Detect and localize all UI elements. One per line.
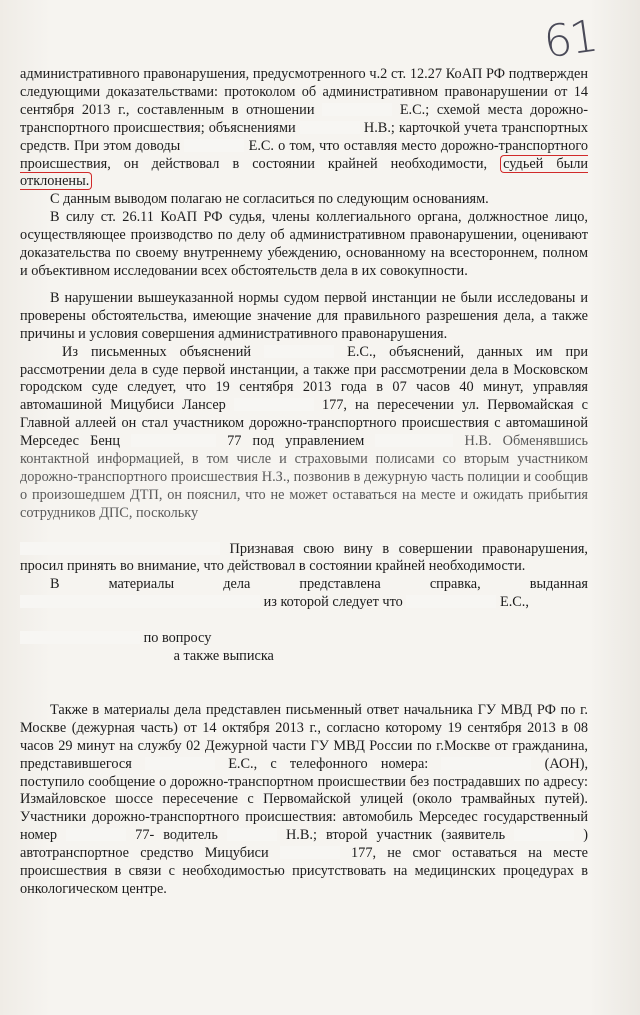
redaction [406, 595, 496, 608]
text-segment: Н.В.; карточкой учета транспортных средств. При этом доводы [20, 119, 588, 154]
text-segment: а также выписка [173, 647, 274, 664]
text-segment: 177, не смог оставаться на месте происшествия в связи с необходимостью присутствовать на медицинских процедурах в онкологическом центре. [20, 845, 588, 897]
text-segment: 77- водитель [135, 827, 218, 844]
paragraph-law-article: В силу ст. 26.11 КоАП РФ судья, члены коллегиального органа, должностное лицо, осуществляющее производство по делу об административном правонарушении, оценивают доказательства по своему внутреннему убеждению, основанному на всестороннем, полном и объективном исследовании всех обстоятельств дела в их совокупности. [20, 209, 588, 279]
paragraph-violation: В нарушении вышеуказанной нормы судом первой инстанции не были исследованы и проверены обстоятельства, имеющие значение для правильного разрешения дела, а также причины и условия совершения административного правонарушения. [20, 289, 588, 342]
paragraph-police-response [20, 702, 588, 899]
text-segment: Е.С. о том, что оставляя место дорожно-транспортного происшествия, он действовал в состоянии крайней необходимости, [20, 137, 589, 172]
redaction [514, 828, 574, 841]
text-segment: Е.С.; схемой места дорожно-транспортного происшествия; объяснениями [20, 101, 589, 136]
paragraph-certificate [20, 576, 588, 666]
text-segment: административного правонарушения, предусмотренного ч.2 ст. 12.27 КоАП РФ подтвержден следующими доказательствами: протоколом об административном правонарушении от 14 сентября 2013 г., составленным в отношении [20, 66, 588, 118]
text-segment: 77 под управлением [227, 433, 365, 450]
redaction [20, 595, 260, 608]
text-segment: из которой следует что [263, 594, 403, 611]
redaction [131, 434, 216, 447]
text-segment: Е.С., [499, 594, 529, 611]
redaction [184, 139, 244, 152]
text-segment: Н.В.; второй участник (заявитель [285, 827, 506, 844]
redaction [375, 434, 453, 447]
text-segment: Из письменных объяснений [62, 343, 252, 360]
redaction [20, 542, 220, 555]
redaction [227, 828, 277, 841]
highlighted-phrase: судьей были отклонены. [20, 155, 589, 190]
redaction [300, 121, 360, 134]
text-segment: Е.С., с телефонного номера: [228, 755, 429, 772]
text-segment: В материалы дела представлена справка, выданная [50, 576, 588, 593]
document-body [20, 66, 588, 899]
paragraph-evidence [20, 66, 588, 191]
text-segment: ) автотранспортное средство Мицубиси [20, 827, 588, 862]
text-segment: 177, на пересечении ул. Первомайская с Главной аллеей он стал участником дорожно-транспортного происшествия с автомашиной Мерседес Бенц [20, 397, 588, 450]
handwritten-page-number: 61 [540, 10, 600, 69]
redaction [145, 757, 215, 770]
redaction [20, 631, 140, 644]
text-segment: Н.В. Обменявшись контактной информацией, в том числе и страховыми полисами со вторым участником дорожно-транспортного происшествия [20, 433, 588, 485]
redaction [441, 757, 531, 770]
text-segment: Признавая свою вину в совершении правонарушения, просил принять во внимание, что действовал в состоянии крайней необходимости. [20, 540, 588, 575]
redaction [234, 398, 314, 411]
redaction [66, 828, 126, 841]
redaction [280, 846, 340, 859]
text-segment: по вопросу [143, 630, 212, 647]
redaction [264, 345, 334, 358]
paragraph-explanations [20, 344, 588, 577]
text-segment: Е.С., объяснений, данных им при рассмотрении дела в суде первой инстанции, а также при рассмотрении дела в Московском городском суде следует, что 19 сентября 2013 года в 07 часов 40 минут, управляя автомашиной Мицубиси Лансер [20, 343, 588, 414]
redaction [322, 103, 392, 116]
text-segment: Также в материалы дела представлен письменный ответ начальника ГУ МВД РФ по г. Москве (дежурная часть) от 14 октября 2013 г., согласно которому 19 сентября 2013 в 08 часов 29 минут на службу 02 Дежурной части ГУ МВД России по г.Москве от гражданина, представившегося [20, 701, 588, 772]
text-segment: (АОН), поступило сообщение о дорожно-транспортном происшествии без пострадавших по адресу: Измайловское шоссе пересечение с Первомайской улицей (около трамвайных путей). Участники дорожно-транспортного происшествия: автомобиль Мерседес государственный номер [20, 755, 589, 844]
text-segment: Н.З., позвонив в дежурную часть полиции и сообщив о произошедшем ДТП, он пояснил, что не может оставаться на месте и ожидать прибытия сотрудников ДПС, поскольку [20, 468, 588, 521]
paragraph-disagree: С данным выводом полагаю не согласиться по следующим основаниям. [50, 191, 489, 208]
